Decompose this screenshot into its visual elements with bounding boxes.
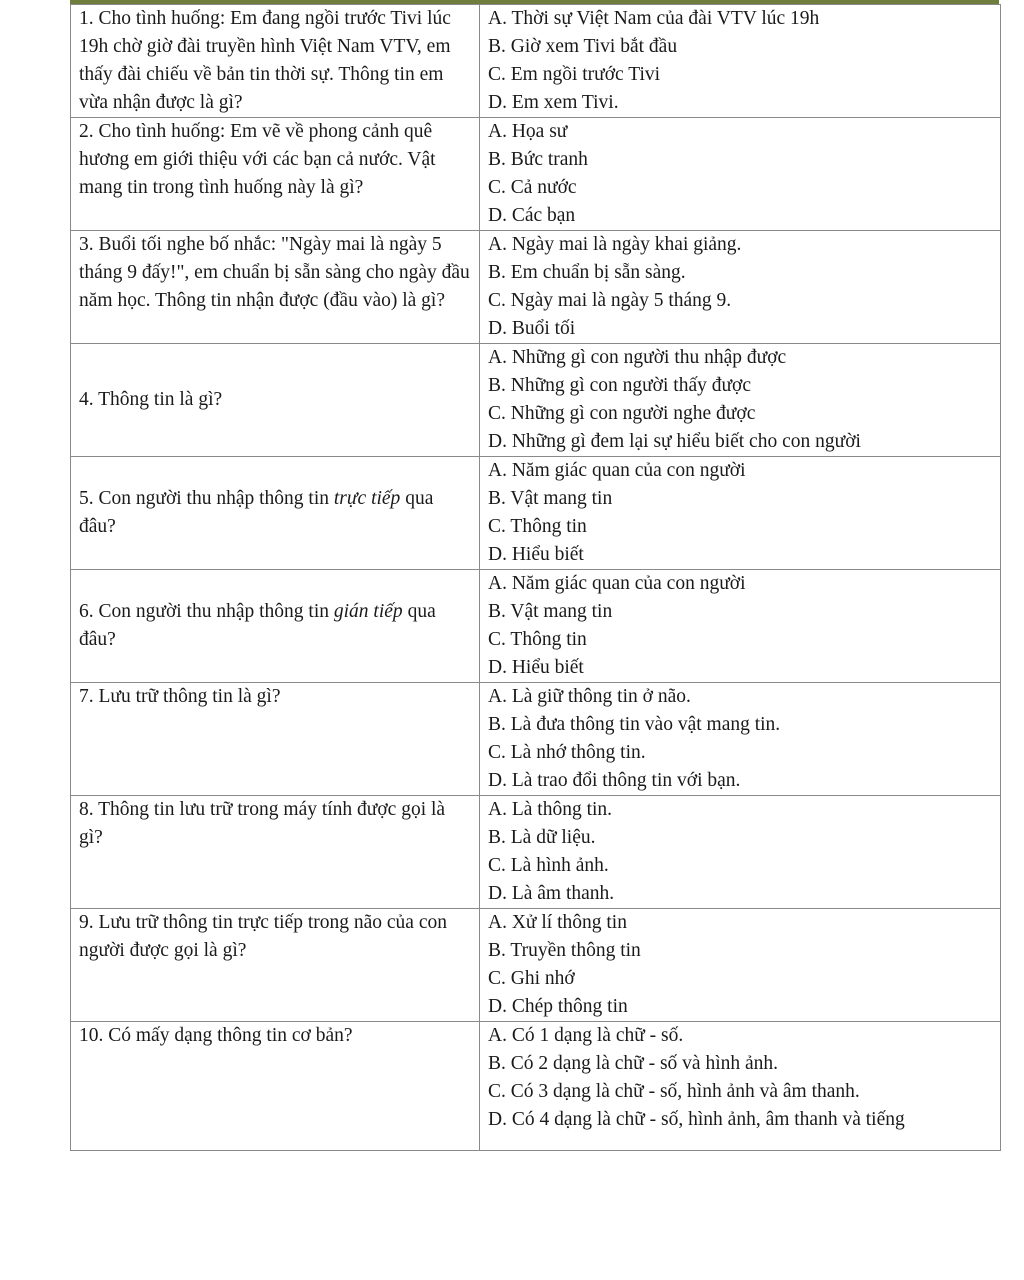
table-row bbox=[71, 118, 1001, 231]
option-c: C. Ngày mai là ngày 5 tháng 9. bbox=[488, 290, 732, 311]
option-a: A. Họa sư bbox=[488, 121, 568, 142]
options-cell bbox=[480, 683, 1001, 796]
option-a: A. Là giữ thông tin ở não. bbox=[488, 686, 691, 707]
option-b: B. Vật mang tin bbox=[488, 601, 613, 622]
option-d: D. Buổi tối bbox=[488, 318, 576, 339]
option-d: D. Chép thông tin bbox=[488, 996, 628, 1017]
question-text: 3. Buổi tối nghe bố nhắc: "Ngày mai là ngày 5 tháng 9 đấy!", em chuẩn bị sẵn sàng cho ngày đầu năm học. Thông tin nhận được (đầu vào) là gì? bbox=[79, 234, 470, 311]
option-d: D. Những gì đem lại sự hiểu biết cho con người bbox=[488, 431, 861, 452]
options-cell bbox=[480, 118, 1001, 231]
option-d: D. Là âm thanh. bbox=[488, 883, 615, 904]
option-b: B. Có 2 dạng là chữ - số và hình ảnh. bbox=[488, 1053, 779, 1074]
option-b: B. Vật mang tin bbox=[488, 488, 613, 509]
question-cell bbox=[71, 796, 480, 909]
table-row bbox=[71, 231, 1001, 344]
question-text: 7. Lưu trữ thông tin là gì? bbox=[79, 686, 281, 707]
question-text: 2. Cho tình huống: Em vẽ về phong cảnh quê hương em giới thiệu với các bạn cả nước. Vật mang tin trong tình huống này là gì? bbox=[79, 121, 436, 198]
option-d: D. Hiểu biết bbox=[488, 657, 584, 678]
option-a: A. Xử lí thông tin bbox=[488, 912, 627, 933]
table-row bbox=[71, 1022, 1001, 1151]
option-c: C. Những gì con người nghe được bbox=[488, 403, 756, 424]
option-a: A. Thời sự Việt Nam của đài VTV lúc 19h bbox=[488, 8, 820, 29]
option-d: D. Có 4 dạng là chữ - số, hình ảnh, âm thanh và tiếng bbox=[488, 1109, 905, 1130]
question-cell bbox=[71, 1022, 480, 1151]
options-cell bbox=[480, 457, 1001, 570]
question-text-start: 5. Con người thu nhập thông tin bbox=[79, 488, 334, 509]
table-row bbox=[71, 457, 1001, 570]
options-cell bbox=[480, 796, 1001, 909]
option-a: A. Những gì con người thu nhập được bbox=[488, 347, 787, 368]
option-b: B. Bức tranh bbox=[488, 149, 588, 170]
question-text-start: 6. Con người thu nhập thông tin bbox=[79, 601, 334, 622]
option-c: C. Ghi nhớ bbox=[488, 968, 575, 989]
question-text-emphasis: gián tiếp bbox=[333, 601, 403, 622]
question-cell bbox=[71, 570, 480, 683]
question-cell bbox=[71, 909, 480, 1022]
options-cell bbox=[480, 344, 1001, 457]
question-text: 1. Cho tình huống: Em đang ngồi trước Tivi lúc 19h chờ giờ đài truyền hình Việt Nam VTV, em thấy đài chiếu về bản tin thời sự. Thông tin em vừa nhận được là gì? bbox=[79, 8, 451, 113]
question-text-end: qua đâu? bbox=[79, 488, 434, 537]
question-cell bbox=[71, 344, 480, 457]
option-a: A. Là thông tin. bbox=[488, 799, 613, 820]
option-b: B. Em chuẩn bị sẵn sàng. bbox=[488, 262, 686, 283]
question-text: 8. Thông tin lưu trữ trong máy tính được gọi là gì? bbox=[79, 799, 446, 848]
question-cell bbox=[71, 118, 480, 231]
option-a: A. Ngày mai là ngày khai giảng. bbox=[488, 234, 742, 255]
table-row bbox=[71, 909, 1001, 1022]
option-b: B. Là dữ liệu. bbox=[488, 827, 596, 848]
option-c: C. Có 3 dạng là chữ - số, hình ảnh và âm thanh. bbox=[488, 1081, 860, 1102]
option-c: C. Thông tin bbox=[488, 629, 587, 650]
table-row bbox=[71, 683, 1001, 796]
option-c: C. Cả nước bbox=[488, 177, 577, 198]
table-row bbox=[71, 796, 1001, 909]
table-row bbox=[71, 344, 1001, 457]
options-cell bbox=[480, 570, 1001, 683]
options-cell bbox=[480, 5, 1001, 118]
quiz-table bbox=[70, 4, 1001, 1151]
option-c: C. Em ngồi trước Tivi bbox=[488, 64, 661, 85]
question-text-emphasis: trực tiếp bbox=[333, 488, 401, 509]
option-d: D. Là trao đổi thông tin với bạn. bbox=[488, 770, 741, 791]
question-cell bbox=[71, 5, 480, 118]
option-d: D. Hiểu biết bbox=[488, 544, 584, 565]
option-c: C. Là hình ảnh. bbox=[488, 855, 609, 876]
option-b: B. Những gì con người thấy được bbox=[488, 375, 752, 396]
question-cell bbox=[71, 457, 480, 570]
option-c: C. Thông tin bbox=[488, 516, 587, 537]
question-cell bbox=[71, 683, 480, 796]
option-b: B. Truyền thông tin bbox=[488, 940, 641, 961]
option-b: B. Là đưa thông tin vào vật mang tin. bbox=[488, 714, 781, 735]
options-cell bbox=[480, 231, 1001, 344]
question-text: 10. Có mấy dạng thông tin cơ bản? bbox=[79, 1025, 353, 1046]
option-c: C. Là nhớ thông tin. bbox=[488, 742, 646, 763]
table-row bbox=[71, 5, 1001, 118]
question-text: 9. Lưu trữ thông tin trực tiếp trong não của con người được gọi là gì? bbox=[79, 912, 447, 961]
option-d: D. Các bạn bbox=[488, 205, 576, 226]
option-a: A. Năm giác quan của con người bbox=[488, 573, 746, 594]
table-row bbox=[71, 570, 1001, 683]
options-cell bbox=[480, 909, 1001, 1022]
option-a: A. Có 1 dạng là chữ - số. bbox=[488, 1025, 684, 1046]
options-cell bbox=[480, 1022, 1001, 1151]
question-text-end: qua đâu? bbox=[79, 601, 436, 650]
question-cell bbox=[71, 231, 480, 344]
question-text: 4. Thông tin là gì? bbox=[79, 389, 223, 410]
option-b: B. Giờ xem Tivi bắt đầu bbox=[488, 36, 678, 57]
option-d: D. Em xem Tivi. bbox=[488, 92, 619, 113]
option-a: A. Năm giác quan của con người bbox=[488, 460, 746, 481]
